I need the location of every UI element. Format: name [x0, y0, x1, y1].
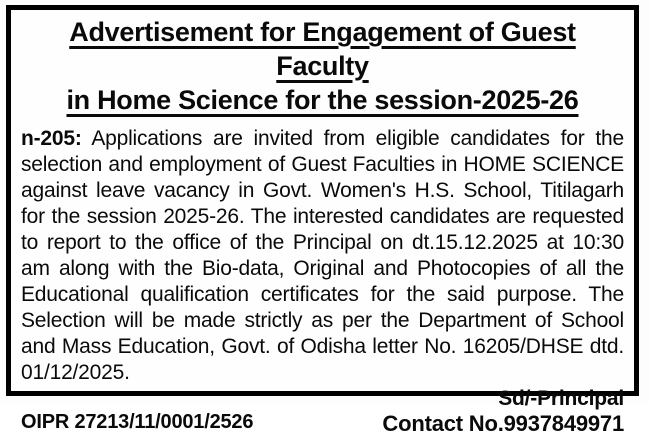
advertisement-border-box	[6, 5, 639, 437]
signature-block	[382, 386, 624, 437]
oipr-reference-number: OIPR 27213/11/0001/2526	[21, 411, 254, 434]
signature-line: Sd/-Principal	[498, 387, 624, 411]
advertisement-title	[21, 16, 624, 117]
advertisement-footer	[21, 386, 624, 437]
body-text: Applications are invited from eligible candidates for the selection and employment of Guest Faculties in HOME SCIENCE against leave vacancy in Govt. Women's H.S. School, Titilagarh for the session 2025-26. The interested candidates are requested to report to the office of the Principal on dt.15.12.2025 at 10:30 am along with the Bio-data, Original and Photocopies of all the Educational qualification certificates for the said purpose. The Selection will be made strictly as per the Department of School and Mass Education, Govt. of Odisha letter No. 16205/DHSE dtd. 01/12/2025.	[21, 127, 624, 385]
title-line-2: in Home Science for the session-2025-26	[66, 84, 579, 115]
ad-number-lead: n-205:	[21, 127, 82, 151]
title-line-1: Advertisement for Engagement of Guest Faculty	[69, 17, 576, 81]
contact-number: Contact No.9937849971	[382, 411, 624, 437]
advertisement-body-paragraph	[21, 126, 624, 386]
